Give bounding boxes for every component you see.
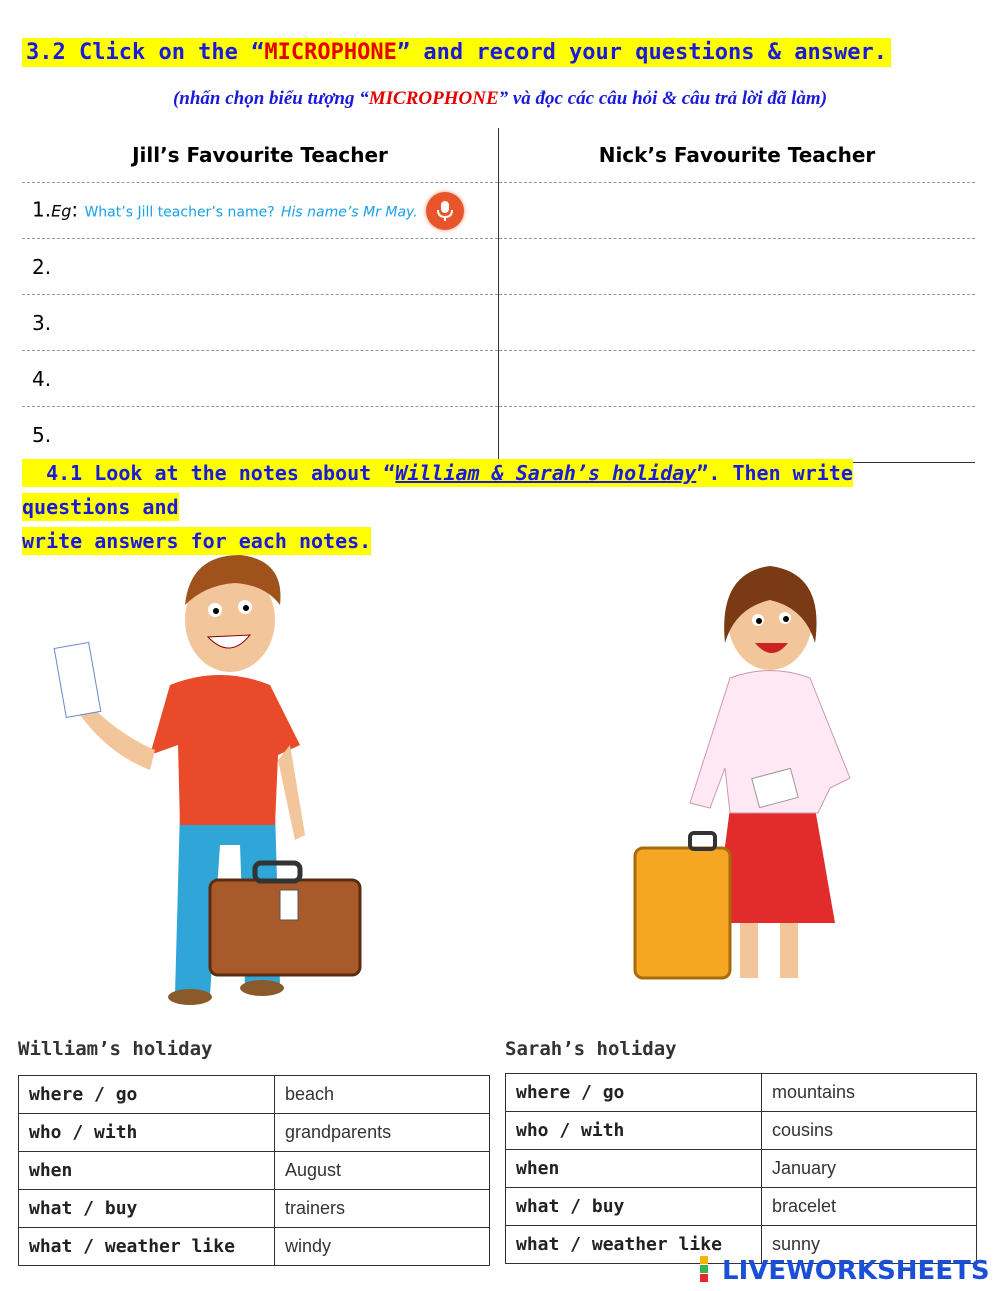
note-value: beach — [275, 1076, 490, 1114]
sarah-illustration — [630, 548, 860, 988]
heading-prefix: 3.2 Click on the “ — [26, 40, 265, 65]
logo-text: LIVEWORKSHEETS — [722, 1256, 990, 1286]
note-key: where / go — [506, 1074, 762, 1112]
col-jill-header: Jill’s Favourite Teacher — [22, 128, 499, 183]
william-notes-table — [18, 1075, 490, 1266]
table-row — [506, 1074, 977, 1112]
sub-prefix: (nhấn chọn biểu tượng “ — [172, 88, 369, 109]
note-value: mountains — [762, 1074, 977, 1112]
william-illustration — [50, 545, 380, 1005]
example-colon: : — [71, 197, 79, 221]
table-row — [19, 1228, 490, 1266]
sarah-notes-table — [505, 1073, 977, 1264]
note-key: who / with — [19, 1114, 275, 1152]
table-row — [22, 183, 975, 239]
heading-highlight: MICROPHONE — [264, 40, 397, 65]
row-1-cell — [22, 183, 499, 239]
sub-highlight: MICROPHONE — [368, 88, 499, 109]
example-label: Eg — [51, 201, 72, 220]
example-answer: His name’s Mr May. — [281, 204, 418, 220]
heading41-suffix: ”. Then write questions and — [22, 461, 853, 519]
nick-answer-cell[interactable] — [499, 239, 976, 295]
heading41-prefix: 4.1 Look at the notes about “ — [46, 461, 396, 485]
note-key: what / weather like — [19, 1228, 275, 1266]
jill-answer-cell[interactable]: 4. — [22, 351, 499, 407]
note-value: January — [762, 1150, 977, 1188]
table-row — [19, 1076, 490, 1114]
table-row — [22, 351, 975, 407]
william-notes-title: William’s holiday — [18, 1038, 213, 1060]
note-key: when — [19, 1152, 275, 1190]
liveworksheets-logo-icon — [700, 1256, 722, 1282]
section-4-1-heading — [22, 456, 962, 558]
note-key: what / buy — [506, 1188, 762, 1226]
table-row — [19, 1114, 490, 1152]
sub-suffix: ” và đọc các câu hỏi & câu trả lời đã làm) — [498, 88, 828, 109]
table-row — [19, 1152, 490, 1190]
note-value: trainers — [275, 1190, 490, 1228]
heading-suffix: ” and record your questions & answer. — [396, 40, 887, 65]
nick-answer-cell[interactable] — [499, 351, 976, 407]
table-row — [19, 1190, 490, 1228]
table-row — [22, 295, 975, 351]
note-key: who / with — [506, 1112, 762, 1150]
example-question: What’s Jill teacher’s name? — [84, 204, 275, 220]
teacher-table-header — [22, 128, 975, 183]
sarah-notes-title: Sarah’s holiday — [505, 1038, 677, 1060]
note-value: sunny — [762, 1226, 977, 1264]
note-value: windy — [275, 1228, 490, 1266]
table-row — [506, 1150, 977, 1188]
note-value: grandparents — [275, 1114, 490, 1152]
section-3-2-heading — [22, 38, 891, 67]
table-row — [506, 1112, 977, 1150]
table-row — [506, 1188, 977, 1226]
note-value: cousins — [762, 1112, 977, 1150]
table-row — [22, 407, 975, 463]
note-key: when — [506, 1150, 762, 1188]
note-value: August — [275, 1152, 490, 1190]
liveworksheets-logo[interactable] — [700, 1256, 990, 1286]
jill-answer-cell[interactable]: 5. — [22, 407, 499, 463]
vietnamese-instruction — [0, 88, 1000, 110]
microphone-icon[interactable] — [426, 192, 464, 230]
heading41-line2: write answers for each notes. — [22, 529, 372, 553]
col-nick-header: Nick’s Favourite Teacher — [499, 128, 976, 183]
teacher-table — [22, 128, 975, 463]
note-key: where / go — [19, 1076, 275, 1114]
note-value: bracelet — [762, 1188, 977, 1226]
jill-answer-cell[interactable]: 3. — [22, 295, 499, 351]
table-row — [22, 239, 975, 295]
nick-answer-cell[interactable] — [499, 183, 976, 239]
note-key: what / buy — [19, 1190, 275, 1228]
nick-answer-cell[interactable] — [499, 407, 976, 463]
heading41-link: William & Sarah’s holiday — [395, 461, 697, 485]
nick-answer-cell[interactable] — [499, 295, 976, 351]
jill-answer-cell[interactable]: 2. — [22, 239, 499, 295]
row-number: 1. — [32, 197, 52, 221]
note-key: what / weather like — [506, 1226, 762, 1264]
